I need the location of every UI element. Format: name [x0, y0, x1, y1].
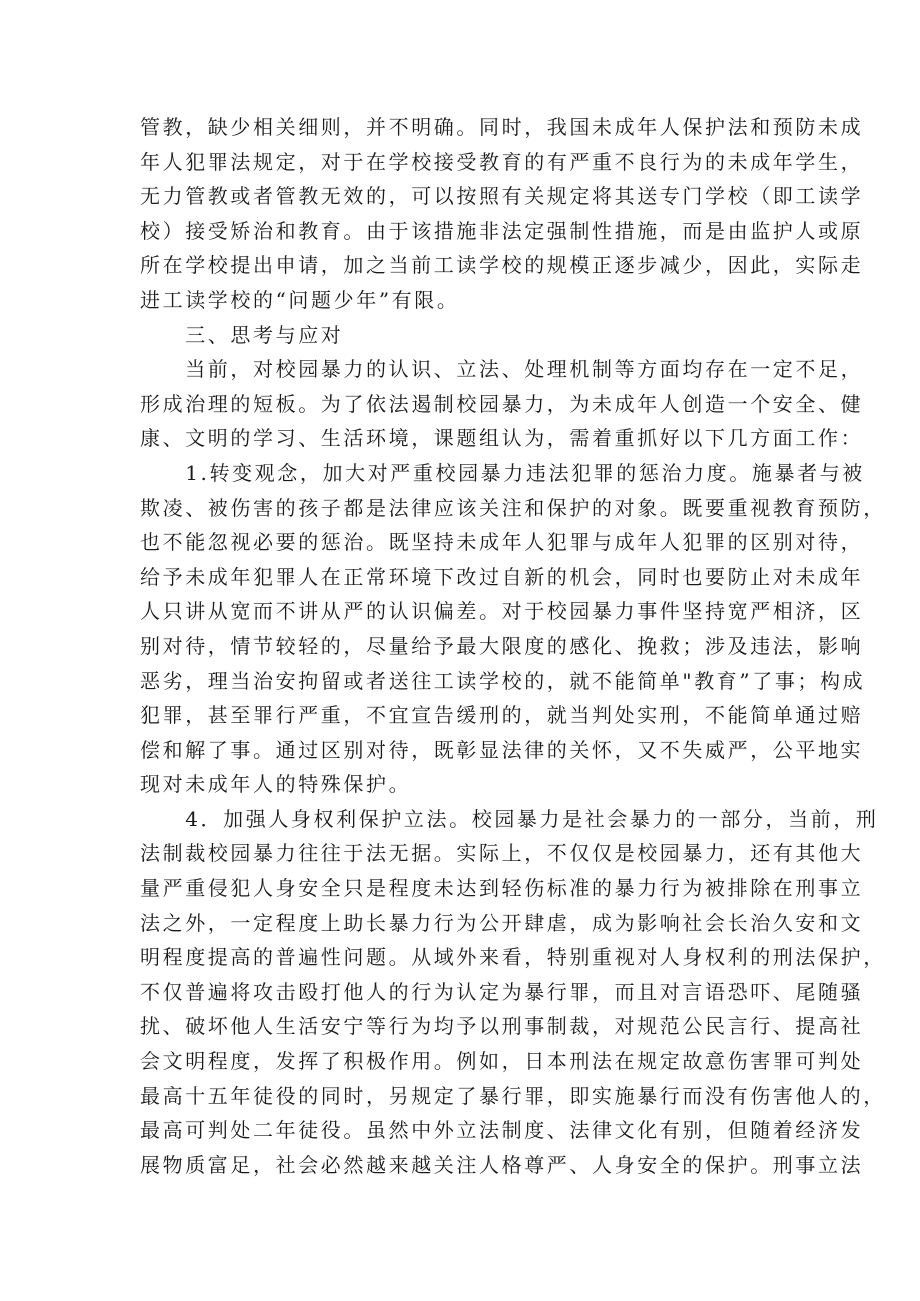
text-line: 偿和解了事。通过区别对待，既彰显法律的关怀，又不失威严，公平地实 — [140, 737, 864, 762]
document-page — [140, 110, 886, 1182]
text-line: 进工读学校的“问题少年”有限。 — [140, 287, 460, 312]
text-line: 4．加强人身权利保护立法。校园暴力是社会暴力的一部分，当前，刑 — [140, 806, 879, 831]
section-heading: 三、思考与应对 — [140, 322, 344, 347]
text-line: 最高可判处二年徒役。虽然中外立法制度、法律文化有别，但随着经济发 — [140, 1118, 864, 1143]
text-line: 所在学校提出申请，加之当前工读学校的规模正逐步减少，因此，实际走 — [140, 253, 864, 278]
text-line: 校）接受矫治和教育。由于该措施非法定强制性措施，而是由监护人或原 — [140, 218, 864, 243]
text-line: 明程度提高的普遍性问题。从域外来看，特别重视对人身权利的刑法保护， — [140, 945, 886, 970]
text-line: 形成治理的短板。为了依法遏制校园暴力，为未成年人创造一个安全、健 — [140, 391, 864, 416]
text-line: 管教，缺少相关细则，并不明确。同时，我国未成年人保护法和预防未成 — [140, 115, 864, 139]
text-line: 扰、破坏他人生活安宁等行为均予以刑事制裁，对规范公民言行、提高社 — [140, 1014, 864, 1039]
text-line: 当前，对校园暴力的认识、立法、处理机制等方面均存在一定不足， — [140, 357, 864, 382]
text-line: 无力管教或者管教无效的，可以按照有关规定将其送专门学校（即工读学 — [140, 184, 864, 209]
text-line: 也不能忽视必要的惩治。既坚持未成年人犯罪与成年人犯罪的区别对待， — [140, 530, 864, 555]
text-line: 恶劣，理当治安拘留或者送往工读学校的，就不能简单"教育”了事；构成 — [140, 668, 866, 693]
text-line: 别对待，情节较轻的，尽量给予最大限度的感化、挽救；涉及违法，影响 — [140, 633, 864, 658]
text-line: 年人犯罪法规定，对于在学校接受教育的有严重不良行为的未成年学生， — [140, 149, 864, 174]
text-line: 现对未成年人的特殊保护。 — [140, 772, 412, 797]
text-line: 人只讲从宽而不讲从严的认识偏差。对于校园暴力事件坚持宽严相济，区 — [140, 599, 864, 624]
text-line: 法制裁校园暴力往往于法无据。实际上，不仅仅是校园暴力，还有其他大 — [140, 841, 864, 866]
text-line: 犯罪，甚至罪行严重，不宜宣告缓刑的，就当判处实刑，不能简单通过赔 — [140, 703, 864, 728]
text-line: 量严重侵犯人身安全只是程度未达到轻伤标准的暴力行为被排除在刑事立 — [140, 876, 864, 901]
text-line: 不仅普遍将攻击殴打他人的行为认定为暴行罪，而且对言语恐吓、尾随骚 — [140, 979, 864, 1004]
text-line: 欺凌、被伤害的孩子都是法律应该关注和保护的对象。既要重视教育预防， — [140, 495, 886, 520]
text-line: 法之外，一定程度上助长暴力行为公开肆虐，成为影响社会长治久安和文 — [140, 910, 864, 935]
text-line: 最高十五年徒役的同时，另规定了暴行罪，即实施暴行而没有伤害他人的， — [140, 1083, 886, 1108]
text-line: 会文明程度，发挥了积极作用。例如，日本刑法在规定故意伤害罪可判处 — [140, 1049, 864, 1074]
text-line: 康、文明的学习、生活环境，课题组认为，需着重抓好以下几方面工作： — [140, 426, 864, 451]
text-line: 展物质富足，社会必然越来越关注人格尊严、人身安全的保护。刑事立法 — [140, 1152, 864, 1177]
text-line: 给予未成年犯罪人在正常环境下改过自新的机会，同时也要防止对未成年 — [140, 564, 864, 589]
text-line: 1.转变观念，加大对严重校园暴力违法犯罪的惩治力度。施暴者与被 — [140, 460, 865, 485]
